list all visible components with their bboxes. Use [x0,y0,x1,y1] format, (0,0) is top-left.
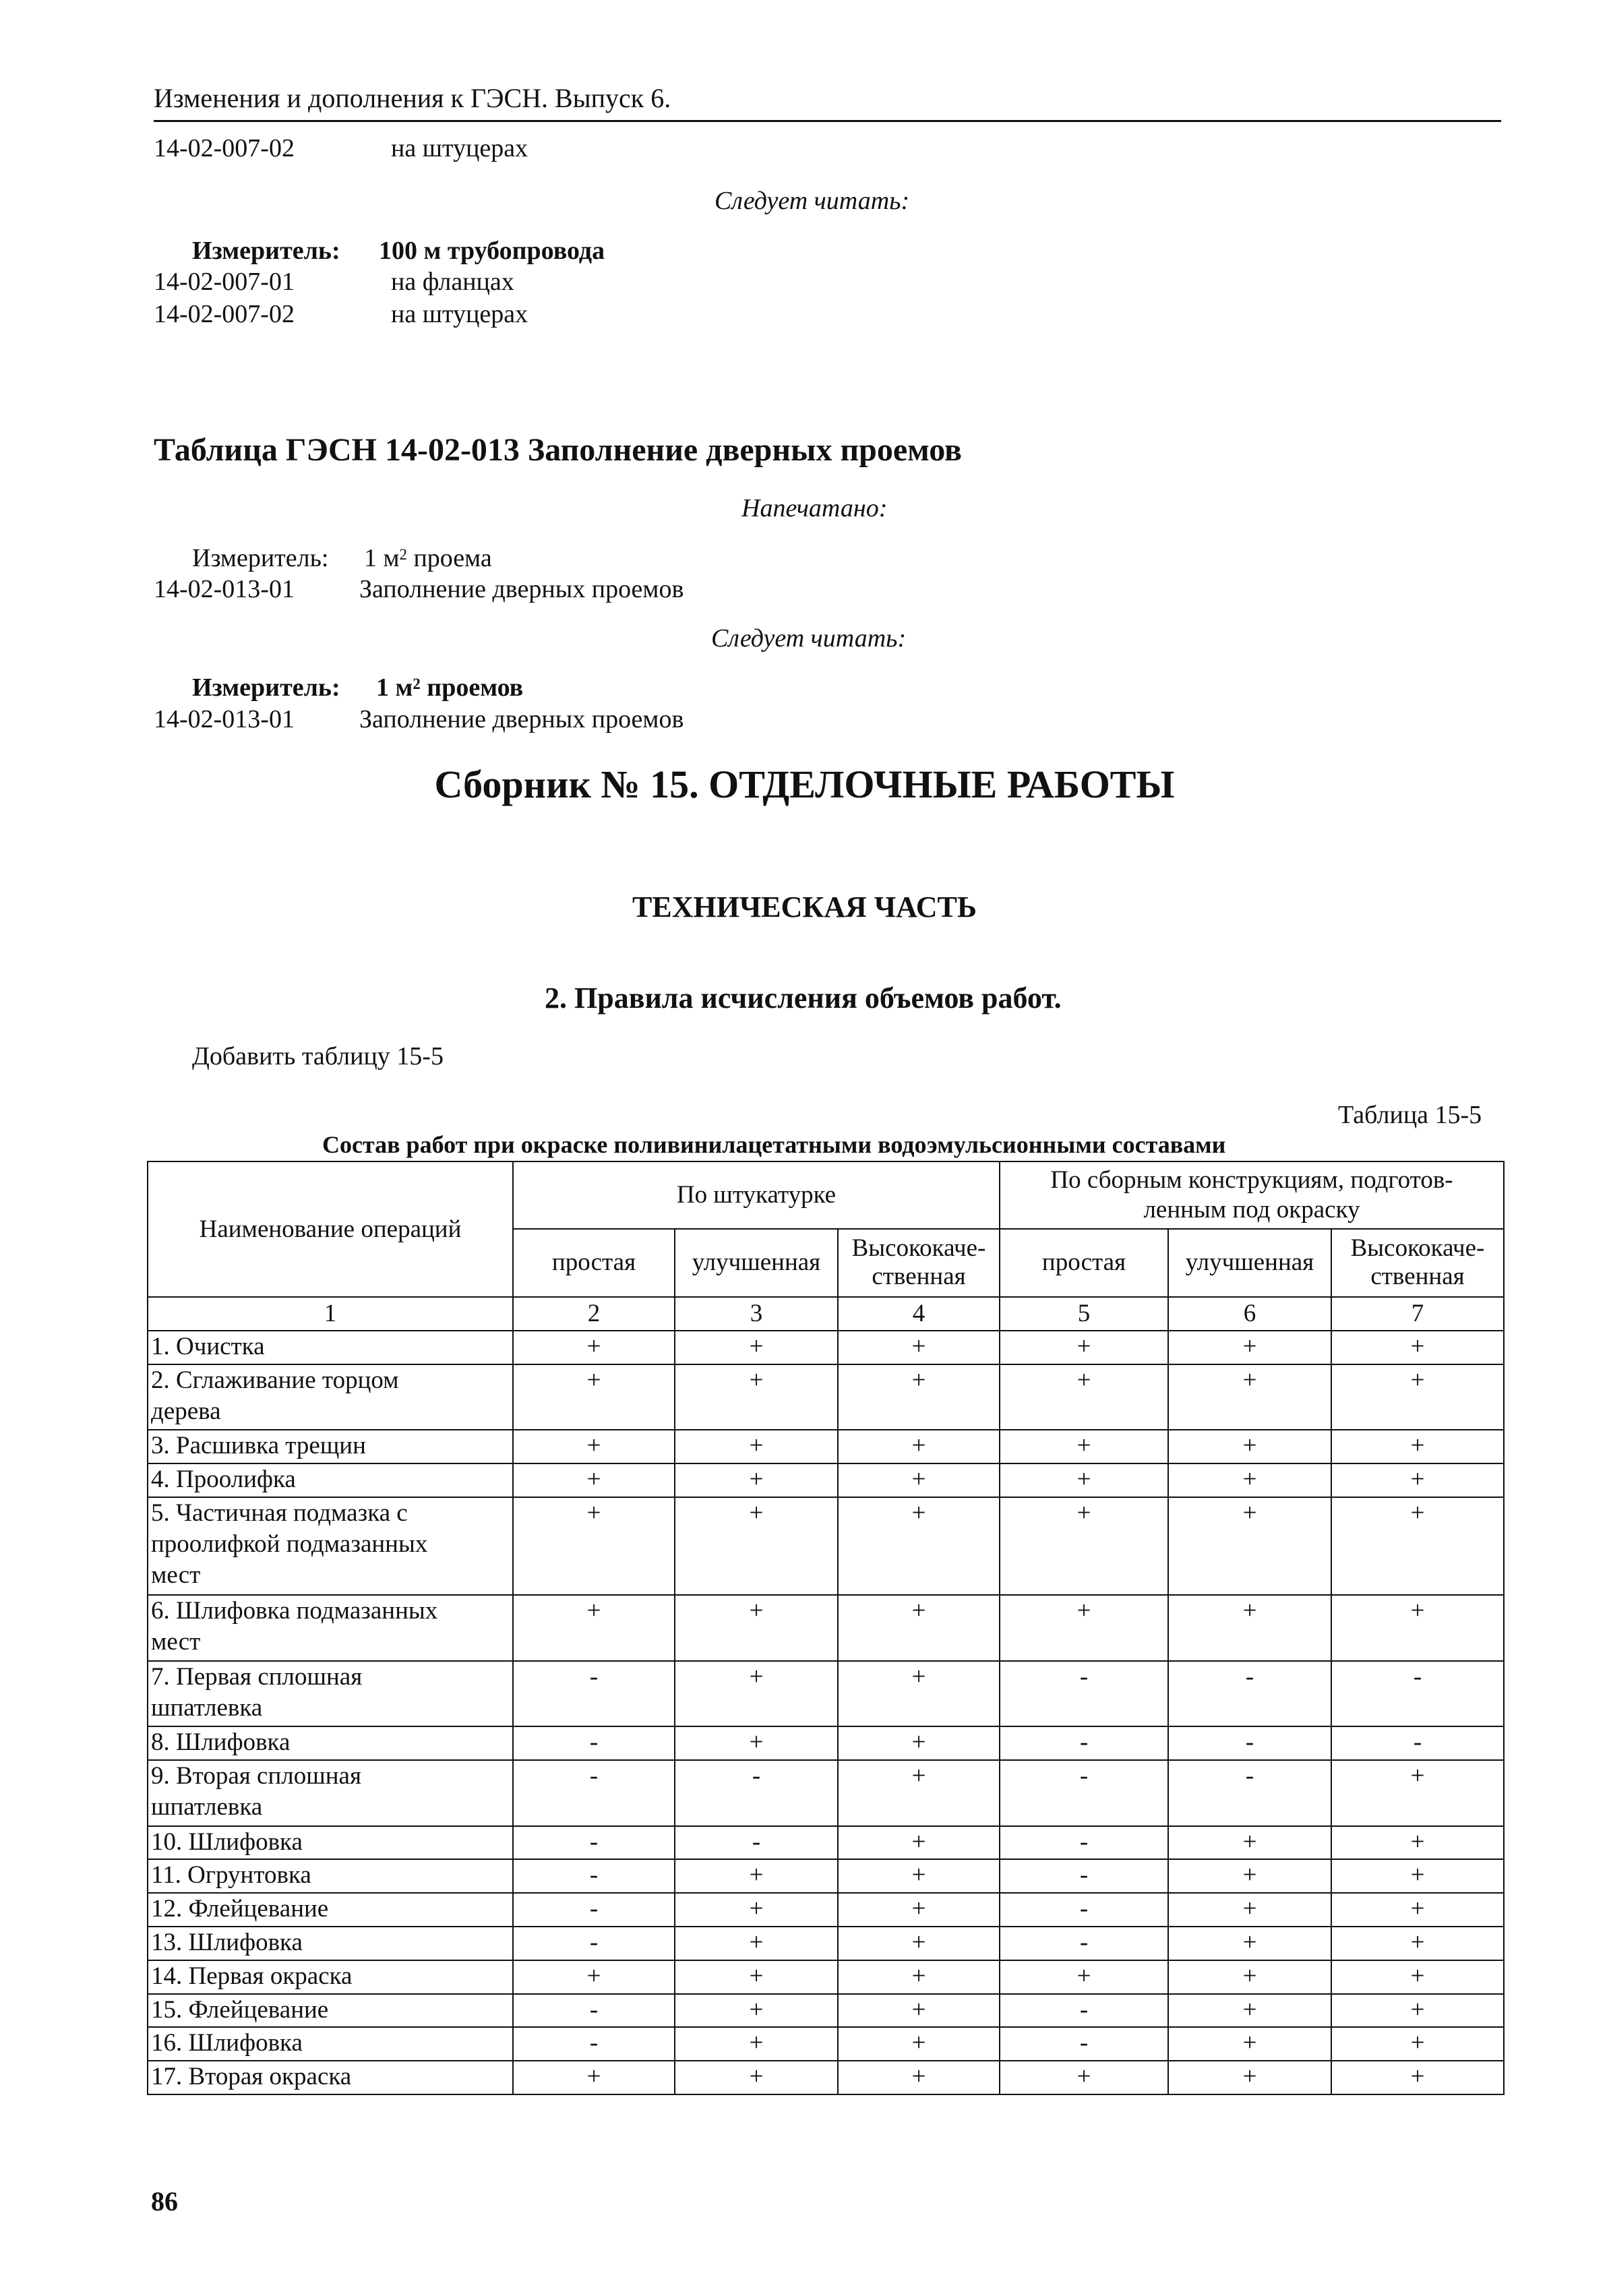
operation-mark: + [1168,1595,1331,1661]
column-number: 7 [1331,1297,1504,1331]
operation-name: 5. Частичная подмазка с проолифкой подмазанных мест [148,1497,513,1595]
item-code: 14-02-007-01 [154,268,295,296]
operation-mark: + [675,1927,838,1960]
operation-name: 10. Шлифовка [148,1826,513,1860]
collection-title: Сборник № 15. ОТДЕЛОЧНЫЕ РАБОТЫ [434,762,1175,806]
operation-mark: + [1000,1430,1168,1463]
operation-mark: + [675,1595,838,1661]
new-code: 14-02-013-01 [154,705,295,733]
measure-value: 100 м трубопровода [379,237,605,265]
operation-mark: + [1331,1893,1504,1927]
table-row [148,1760,1504,1826]
operation-mark: + [1168,1893,1331,1927]
printed-code: 14-02-013-01 [154,575,295,603]
operation-mark: + [1168,1859,1331,1893]
tech-part-heading: ТЕХНИЧЕСКАЯ ЧАСТЬ [632,890,977,924]
operation-mark: + [838,1497,1000,1595]
operation-mark: + [1000,1463,1168,1497]
measure-label: Измеритель: [192,237,340,265]
operation-mark: + [1331,2061,1504,2094]
operation-name: 12. Флейцевание [148,1893,513,1927]
section-title: Таблица ГЭСН 14-02-013 Заполнение дверных проемов [154,432,962,468]
col-header-simple: простая [513,1229,675,1298]
operation-name: 9. Вторая сплошная шпатлевка [148,1760,513,1826]
operation-name: 14. Первая окраска [148,1960,513,1994]
operation-mark: - [1000,1994,1168,2028]
operation-mark: + [675,1463,838,1497]
col-header-improved: улучшенная [675,1229,838,1298]
operation-mark: - [513,1893,675,1927]
operation-mark: + [513,1331,675,1364]
operation-mark: + [838,1927,1000,1960]
operation-mark: + [1331,1364,1504,1430]
operation-mark: - [1000,2027,1168,2061]
operation-mark: - [1168,1726,1331,1760]
operation-mark: + [675,1859,838,1893]
table-row [148,1364,1504,1430]
operation-mark: + [675,1960,838,1994]
table-row [148,1726,1504,1760]
operation-mark: - [1000,1859,1168,1893]
operation-mark: - [1000,1927,1168,1960]
operation-mark: - [1000,1893,1168,1927]
operation-mark: + [1168,2061,1331,2094]
add-table-note: Добавить таблицу 15-5 [192,1042,444,1070]
table-row [148,1595,1504,1661]
table-row [148,1430,1504,1463]
operation-mark: + [513,1364,675,1430]
operation-mark: + [1000,2061,1168,2094]
operation-mark: + [838,1364,1000,1430]
table-row [148,2061,1504,2094]
should-read-label: Следует читать: [711,624,907,653]
operation-mark: + [1000,1331,1168,1364]
operation-mark: + [1000,1497,1168,1595]
operation-name: 11. Огрунтовка [148,1859,513,1893]
operation-name: 3. Расшивка трещин [148,1430,513,1463]
table-row [148,1893,1504,1927]
group-header-plaster: По штукатурке [513,1161,1000,1229]
operation-mark: - [1000,1826,1168,1860]
operation-mark: + [838,1893,1000,1927]
operation-mark: + [675,1994,838,2028]
col-header-operations: Наименование операций [148,1161,513,1297]
new-measure-value: 1 $м^2$ проемов [376,673,524,702]
column-number: 3 [675,1297,838,1331]
operation-mark: + [1000,1595,1168,1661]
operation-name: 8. Шлифовка [148,1726,513,1760]
operation-mark: + [838,2061,1000,2094]
new-text: Заполнение дверных проемов [359,705,684,733]
column-number: 5 [1000,1297,1168,1331]
table-label: Таблица 15-5 [1338,1101,1482,1129]
table-row [148,1960,1504,1994]
column-number: 1 [148,1297,513,1331]
operation-mark: + [1331,1994,1504,2028]
item-text: на штуцерах [391,300,528,328]
operation-mark: + [1331,1826,1504,1860]
operation-mark: + [838,1826,1000,1860]
table-row [148,1927,1504,1960]
operation-mark: - [1168,1661,1331,1727]
operation-mark: + [838,1994,1000,2028]
operation-mark: + [1168,1960,1331,1994]
operation-mark: + [1168,1927,1331,1960]
table-row [148,1331,1504,1364]
column-number: 2 [513,1297,675,1331]
operation-mark: + [1331,1859,1504,1893]
operation-mark: - [513,1726,675,1760]
should-read-label: Следует читать: [715,187,910,215]
table-row [148,1826,1504,1860]
operation-mark: + [675,1364,838,1430]
operation-mark: + [1168,1364,1331,1430]
item-code: 14-02-007-02 [154,300,295,328]
operation-mark: + [675,1430,838,1463]
new-measure-label: Измеритель: [192,673,340,702]
operation-mark: + [838,1430,1000,1463]
operation-mark: + [838,1859,1000,1893]
operation-mark: + [1168,1331,1331,1364]
operation-mark: + [675,1726,838,1760]
table-row [148,2027,1504,2061]
operation-mark: + [1331,1760,1504,1826]
operation-mark: - [513,1859,675,1893]
operation-name: 4. Проолифка [148,1463,513,1497]
operation-mark: + [1331,1331,1504,1364]
operation-mark: + [1331,2027,1504,2061]
operation-mark: + [675,2061,838,2094]
table-caption: Состав работ при окраске поливинилацетатными водоэмульсионными составами [322,1131,1226,1158]
operation-name: 17. Вторая окраска [148,2061,513,2094]
page-number: 86 [151,2186,178,2216]
operation-mark: + [513,1960,675,1994]
operation-mark: + [513,2061,675,2094]
item-text: на фланцах [391,268,514,296]
operation-mark: + [1168,1463,1331,1497]
operation-mark: + [1331,1430,1504,1463]
operation-name: 2. Сглаживание торцом дерева [148,1364,513,1430]
operation-name: 7. Первая сплошная шпатлевка [148,1661,513,1727]
operation-mark: + [1000,1960,1168,1994]
operation-name: 1. Очистка [148,1331,513,1364]
printed-text: Заполнение дверных проемов [359,575,684,603]
operation-mark: - [513,2027,675,2061]
operation-mark: + [1331,1927,1504,1960]
operation-mark: + [838,1726,1000,1760]
operation-mark: - [675,1826,838,1860]
operation-mark: + [1168,1994,1331,2028]
running-header: Изменения и дополнения к ГЭСН. Выпуск 6. [154,83,671,113]
rules-heading: 2. Правила исчисления объемов работ. [545,981,1062,1015]
operation-mark: - [1000,1726,1168,1760]
operation-mark: + [838,1331,1000,1364]
operation-mark: - [513,1661,675,1727]
header-rule [154,120,1501,122]
col-header-simple: простая [1000,1229,1168,1298]
operation-mark: + [838,1463,1000,1497]
operation-mark: + [1168,1826,1331,1860]
table-row [148,1463,1504,1497]
operation-mark: + [675,1893,838,1927]
operation-mark: + [838,1595,1000,1661]
prev-code: 14-02-007-02 [154,134,295,162]
prev-text: на штуцерах [391,134,528,162]
operation-mark: + [1168,2027,1331,2061]
operation-mark: + [513,1595,675,1661]
operation-mark: - [1168,1760,1331,1826]
operation-name: 6. Шлифовка подмазанных мест [148,1595,513,1661]
operation-mark: + [513,1463,675,1497]
operation-mark: + [1331,1497,1504,1595]
printed-label: Напечатано: [741,494,888,522]
operation-mark: + [838,2027,1000,2061]
column-number: 6 [1168,1297,1331,1331]
operation-mark: + [1331,1960,1504,1994]
operation-mark: + [1000,1364,1168,1430]
printed-measure-label: Измеритель: [192,544,329,572]
operation-mark: + [838,1960,1000,1994]
operation-mark: - [513,1994,675,2028]
operation-name: 16. Шлифовка [148,2027,513,2061]
table-row [148,1859,1504,1893]
column-number: 4 [838,1297,1000,1331]
operation-mark: + [675,1497,838,1595]
work-composition-table [147,1161,1505,2095]
operation-name: 15. Флейцевание [148,1994,513,2028]
group-header-prefab: По сборным конструкциям, подготов- ленным под окраску [1000,1161,1504,1229]
operation-name: 13. Шлифовка [148,1927,513,1960]
col-header-high-quality: Высококаче- ственная [838,1229,1000,1298]
operation-mark: + [675,1661,838,1727]
table-row [148,1497,1504,1595]
operation-mark: + [513,1497,675,1595]
table-row [148,1661,1504,1727]
operation-mark: + [513,1430,675,1463]
operation-mark: + [1168,1430,1331,1463]
operation-mark: - [1000,1760,1168,1826]
operation-mark: + [1331,1463,1504,1497]
operation-mark: + [1331,1595,1504,1661]
operation-mark: - [675,1760,838,1826]
operation-mark: + [1168,1497,1331,1595]
operation-mark: - [1000,1661,1168,1727]
operation-mark: + [675,2027,838,2061]
col-header-high-quality: Высококаче- ственная [1331,1229,1504,1298]
col-header-improved: улучшенная [1168,1229,1331,1298]
operation-mark: + [838,1760,1000,1826]
table-row [148,1994,1504,2028]
operation-mark: + [675,1331,838,1364]
operation-mark: - [513,1760,675,1826]
operation-mark: + [838,1661,1000,1727]
operation-mark: - [513,1927,675,1960]
operation-mark: - [1331,1726,1504,1760]
printed-measure-value: 1 $м^2$ проема [364,544,492,572]
operation-mark: - [513,1826,675,1860]
operation-mark: - [1331,1661,1504,1727]
